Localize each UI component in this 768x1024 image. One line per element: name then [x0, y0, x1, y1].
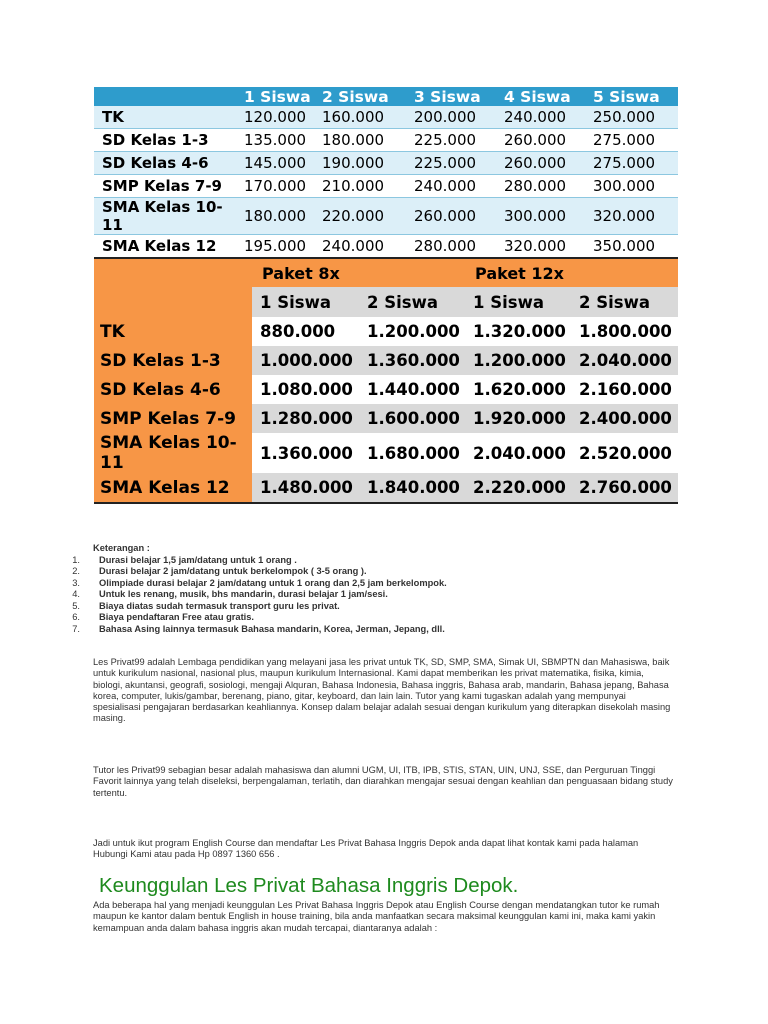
list-number: 5.	[72, 600, 80, 611]
price-cell: 1.320.000	[465, 317, 571, 346]
list-item	[0, 612, 768, 624]
table-row	[94, 198, 678, 235]
row-label: SD Kelas 4-6	[94, 375, 252, 404]
price-cell: 2.040.000	[465, 433, 571, 473]
price-cell: 320.000	[591, 198, 678, 235]
header-corner	[94, 87, 242, 106]
list-number: 4.	[72, 589, 80, 600]
intro-paragraph: Les Privat99 adalah Lembaga pendidikan yang melayani jasa les privat untuk TK, SD, SMP, SMA, Simak UI, SBMPTN dan Mahasiswa, baik untuk kurikulum nasional, nasional plus, maupun kurikulum Internasional. Kami dapat memberikan les privat matematika, fisika, kimia, biologi, akuntansi, geografi, sosiologi, mengaji Alquran, Bahasa Indonesia, Bahasa inggris, Bahasa arab, mandarin, Bahasa jepang, Bahasa korea, computer, lukis/gambar, berenang, piano, gitar, keyboard, dan lain lain. Tutor yang kami tugaskan adalah yang mempunyai spesialisasi pengajaran berdasarkan keahliannya. Konsep dalam belajar adalah sesuai dengan kurikulum yang diterapkan disekolah masing masing.	[93, 657, 671, 724]
notes-title: Keterangan :	[93, 543, 150, 553]
price-cell: 260.000	[412, 198, 502, 235]
price-cell: 145.000	[242, 152, 320, 175]
price-cell: 1.480.000	[252, 473, 359, 503]
tutor-paragraph: Tutor les Privat99 sebagian besar adalah mahasiswa dan alumni UGM, UI, ITB, IPB, STIS, STAN, UIN, UNJ, SSE, dan Perguruan Tinggi Favorit lainnya yang telah diseleksi, berpengalaman, terlatih, dan diarahkan mengajar sesuai dengan keahlian dan penguasaan bidang study tertentu.	[93, 765, 673, 798]
row-label: SD Kelas 4-6	[94, 152, 242, 175]
price-cell: 2.040.000	[571, 346, 678, 375]
table-row	[94, 106, 678, 129]
table-row	[94, 317, 678, 346]
list-text: Biaya diatas sudah termasuk transport guru les privat.	[99, 600, 340, 611]
row-label: SMP Kelas 7-9	[94, 404, 252, 433]
row-label: SMA Kelas 12	[94, 473, 252, 503]
price-cell: 275.000	[591, 152, 678, 175]
row-label: SD Kelas 1-3	[94, 346, 252, 375]
list-item	[0, 589, 768, 601]
price-cell: 180.000	[320, 129, 412, 152]
price-cell: 275.000	[591, 129, 678, 152]
price-cell: 1.080.000	[252, 375, 359, 404]
contact-paragraph: Jadi untuk ikut program English Course dan mendaftar Les Privat Bahasa Inggris Depok anda dapat lihat kontak kami pada halaman Hubungi Kami atau pada Hp 0897 1360 656 .	[93, 838, 639, 860]
row-label: SD Kelas 1-3	[94, 129, 242, 152]
price-table-header-row	[94, 87, 678, 106]
price-cell: 195.000	[242, 235, 320, 258]
header-corner	[94, 287, 252, 317]
subheader-cell: 1 Siswa	[252, 287, 359, 317]
price-cell: 170.000	[242, 175, 320, 198]
price-cell: 2.520.000	[571, 433, 678, 473]
row-label: SMP Kelas 7-9	[94, 175, 242, 198]
subheader-cell: 1 Siswa	[465, 287, 571, 317]
table-row	[94, 235, 678, 258]
list-item	[0, 566, 768, 578]
price-cell: 2.400.000	[571, 404, 678, 433]
list-number: 6.	[72, 612, 80, 623]
price-table-packages	[94, 257, 678, 504]
price-cell: 135.000	[242, 129, 320, 152]
header-4-siswa: 4 Siswa	[502, 87, 591, 106]
price-cell: 1.680.000	[359, 433, 465, 473]
table-row	[94, 404, 678, 433]
row-label: TK	[94, 317, 252, 346]
table-row	[94, 433, 678, 473]
price-cell: 1.600.000	[359, 404, 465, 433]
list-item	[0, 601, 768, 613]
price-cell: 1.440.000	[359, 375, 465, 404]
list-number: 1.	[72, 554, 80, 565]
price-cell: 260.000	[502, 152, 591, 175]
price-cell: 1.200.000	[465, 346, 571, 375]
price-cell: 280.000	[502, 175, 591, 198]
price-cell: 1.840.000	[359, 473, 465, 503]
price-cell: 250.000	[591, 106, 678, 129]
price-cell: 240.000	[320, 235, 412, 258]
notes-section	[0, 543, 768, 636]
section-heading: Keunggulan Les Privat Bahasa Inggris Depok.	[99, 874, 519, 897]
price-cell: 225.000	[412, 129, 502, 152]
row-label: SMA Kelas 10-11	[94, 433, 252, 473]
header-paket-8x: Paket 8x	[252, 258, 465, 287]
price-cell: 350.000	[591, 235, 678, 258]
price-cell: 1.200.000	[359, 317, 465, 346]
table-row	[94, 175, 678, 198]
table-row	[94, 375, 678, 404]
subheader-cell: 2 Siswa	[359, 287, 465, 317]
price-cell: 210.000	[320, 175, 412, 198]
price-cell: 180.000	[242, 198, 320, 235]
list-text: Bahasa Asing lainnya termasuk Bahasa mandarin, Korea, Jerman, Jepang, dll.	[99, 624, 445, 635]
price-cell: 1.800.000	[571, 317, 678, 346]
price-cell: 2.760.000	[571, 473, 678, 503]
row-label: SMA Kelas 10-11	[94, 198, 242, 235]
price-cell: 1.360.000	[252, 433, 359, 473]
row-label: TK	[94, 106, 242, 129]
price-cell: 220.000	[320, 198, 412, 235]
list-number: 7.	[72, 624, 80, 635]
price-cell: 260.000	[502, 129, 591, 152]
price-cell: 120.000	[242, 106, 320, 129]
list-text: Durasi belajar 2 jam/datang untuk berkelompok ( 3-5 orang ).	[99, 566, 367, 577]
list-number: 3.	[72, 577, 80, 588]
subheader-cell: 2 Siswa	[571, 287, 678, 317]
price-table-per-session	[94, 87, 678, 258]
list-text: Olimpiade durasi belajar 2 jam/datang untuk 1 orang dan 2,5 jam berkelompok.	[99, 577, 447, 588]
price-cell: 1.920.000	[465, 404, 571, 433]
price-cell: 300.000	[591, 175, 678, 198]
header-paket-12x: Paket 12x	[465, 258, 678, 287]
price-cell: 225.000	[412, 152, 502, 175]
price-cell: 300.000	[502, 198, 591, 235]
price-cell: 2.160.000	[571, 375, 678, 404]
list-text: Durasi belajar 1,5 jam/datang untuk 1 orang .	[99, 554, 297, 565]
list-text: Biaya pendaftaran Free atau gratis.	[99, 612, 255, 623]
price-cell: 160.000	[320, 106, 412, 129]
list-number: 2.	[72, 566, 80, 577]
price-cell: 1.000.000	[252, 346, 359, 375]
package-subheader-row	[94, 287, 678, 317]
price-cell: 200.000	[412, 106, 502, 129]
price-cell: 880.000	[252, 317, 359, 346]
price-cell: 2.220.000	[465, 473, 571, 503]
table-row	[94, 152, 678, 175]
header-3-siswa: 3 Siswa	[412, 87, 502, 106]
row-label: SMA Kelas 12	[94, 235, 242, 258]
table-row	[94, 129, 678, 152]
price-cell: 1.360.000	[359, 346, 465, 375]
price-cell: 320.000	[502, 235, 591, 258]
table-row	[94, 473, 678, 503]
header-1-siswa: 1 Siswa	[242, 87, 320, 106]
package-group-header-row	[94, 258, 678, 287]
price-cell: 280.000	[412, 235, 502, 258]
price-cell: 1.280.000	[252, 404, 359, 433]
list-item	[0, 624, 768, 636]
price-cell: 240.000	[502, 106, 591, 129]
list-text: Untuk les renang, musik, bhs mandarin, durasi belajar 1 jam/sesi.	[99, 589, 388, 600]
table-row	[94, 346, 678, 375]
price-cell: 190.000	[320, 152, 412, 175]
header-5-siswa: 5 Siswa	[591, 87, 678, 106]
header-2-siswa: 2 Siswa	[320, 87, 412, 106]
price-cell: 240.000	[412, 175, 502, 198]
notes-list	[0, 555, 768, 636]
list-item	[0, 555, 768, 567]
price-cell: 1.620.000	[465, 375, 571, 404]
advantages-paragraph: Ada beberapa hal yang menjadi keunggulan Les Privat Bahasa Inggris Depok atau English Course dengan mendatangkan tutor ke rumah maupun ke kantor dalam bentuk English in house training, bila anda manfaatkan secara maksimal keunggulan kami ini, maka kami yakin kemampuan anda dalam bahasa inggris akan mudah tercapai, diantaranya adalah :	[93, 900, 660, 933]
list-item	[0, 578, 768, 590]
header-corner	[94, 258, 252, 287]
